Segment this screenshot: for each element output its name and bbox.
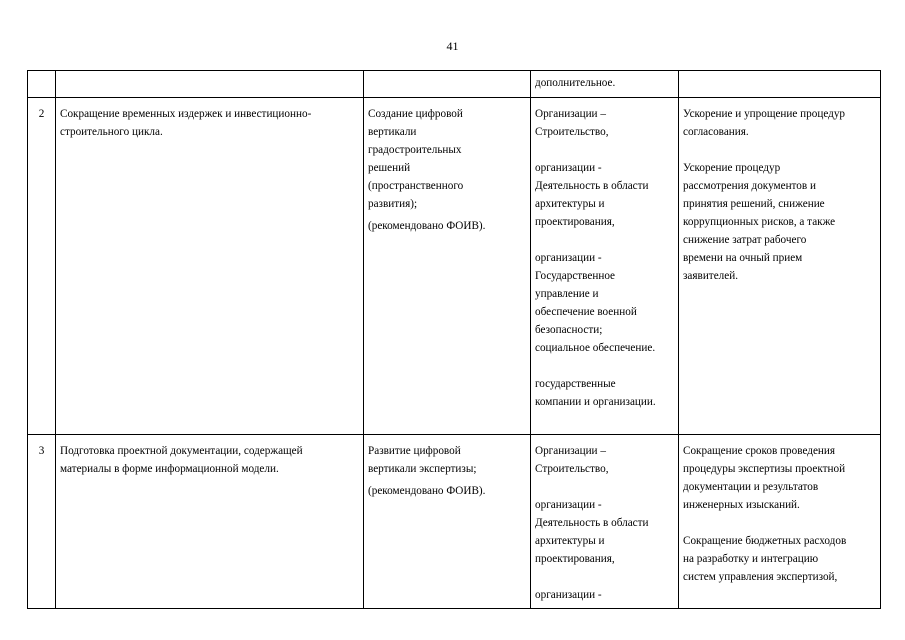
cell-text: Деятельность в области <box>535 180 649 192</box>
cell-text: решений <box>368 162 411 174</box>
cell-text: управление и <box>535 288 599 300</box>
cell-text: Строительство, <box>535 463 609 475</box>
cell-text: развития); <box>368 198 418 210</box>
document-table <box>27 70 881 609</box>
cell-text: процедуры экспертизы проектной <box>683 463 846 475</box>
cell-text: компании и организации. <box>535 396 656 408</box>
row-number-cell <box>28 98 56 435</box>
cell-text: Ускорение процедур <box>683 162 781 174</box>
organizations-cell <box>531 435 679 609</box>
cell-text: инженерных изысканий. <box>683 499 800 511</box>
cell-text: документации и результатов <box>683 481 819 493</box>
project-cell <box>364 98 531 435</box>
measure-cell <box>56 71 364 98</box>
cell-text: Создание цифровой <box>368 108 463 120</box>
organizations-cell <box>531 71 679 98</box>
cell-text: Сокращение временных издержек и инвестиционно- <box>60 108 312 120</box>
cell-text: вертикали экспертизы; <box>368 463 477 475</box>
cell-text: Государственное <box>535 270 616 282</box>
cell-text: государственные <box>535 378 616 390</box>
row-number: 2 <box>38 108 45 120</box>
cell-text: на разработку и интеграцию <box>683 553 819 565</box>
cell-text: Сокращение бюджетных расходов <box>683 535 847 547</box>
cell-text: Организации – <box>535 108 606 120</box>
project-cell <box>364 435 531 609</box>
effect-cell <box>679 98 881 435</box>
cell-text: принятия решений, снижение <box>683 198 825 210</box>
page-number: 41 <box>446 39 459 53</box>
cell-text: архитектуры и <box>535 535 605 547</box>
cell-text: Подготовка проектной документации, содержащей <box>60 445 303 457</box>
cell-text: заявителей. <box>683 270 738 282</box>
cell-text: систем управления экспертизой, <box>683 571 838 583</box>
cell-text: (рекомендовано ФОИВ). <box>368 220 486 232</box>
cell-text: согласования. <box>683 126 749 138</box>
cell-text: обеспечение военной <box>535 306 637 318</box>
cell-text: Сокращение сроков проведения <box>683 445 836 457</box>
cell-text: строительного цикла. <box>60 126 163 138</box>
organizations-cell <box>531 98 679 435</box>
cell-text: Организации – <box>535 445 606 457</box>
table-row <box>28 98 881 435</box>
cell-text: градостроительных <box>368 144 462 156</box>
table-row <box>28 71 881 98</box>
cell-text: времени на очный прием <box>683 252 803 264</box>
cell-text: Строительство, <box>535 126 609 138</box>
cell-text: дополнительное. <box>535 77 616 89</box>
cell-text: (рекомендовано ФОИВ). <box>368 485 486 497</box>
cell-text: проектирования, <box>535 216 615 228</box>
cell-text: рассмотрения документов и <box>683 180 816 192</box>
row-number: 3 <box>38 445 45 457</box>
cell-text: Развитие цифровой <box>368 445 461 457</box>
cell-text: социальное обеспечение. <box>535 342 656 354</box>
cell-text: архитектуры и <box>535 198 605 210</box>
cell-text: Ускорение и упрощение процедур <box>683 108 846 120</box>
cell-text: организации - <box>535 252 602 264</box>
cell-text: организации - <box>535 589 602 601</box>
cell-text: коррупционных рисков, а также <box>683 216 836 228</box>
row-number-cell <box>28 435 56 609</box>
effect-cell <box>679 435 881 609</box>
cell-text: (пространственного <box>368 180 464 192</box>
cell-text: безопасности; <box>535 324 603 336</box>
measure-cell <box>56 98 364 435</box>
cell-text: вертикали <box>368 126 417 138</box>
cell-text: Деятельность в области <box>535 517 649 529</box>
project-cell <box>364 71 531 98</box>
cell-text: снижение затрат рабочего <box>683 234 807 246</box>
measure-cell <box>56 435 364 609</box>
cell-text: организации - <box>535 499 602 511</box>
row-number-cell <box>28 71 56 98</box>
cell-text: проектирования, <box>535 553 615 565</box>
cell-text: организации - <box>535 162 602 174</box>
effect-cell <box>679 71 881 98</box>
table-row <box>28 435 881 609</box>
cell-text: материалы в форме информационной модели. <box>60 463 279 475</box>
